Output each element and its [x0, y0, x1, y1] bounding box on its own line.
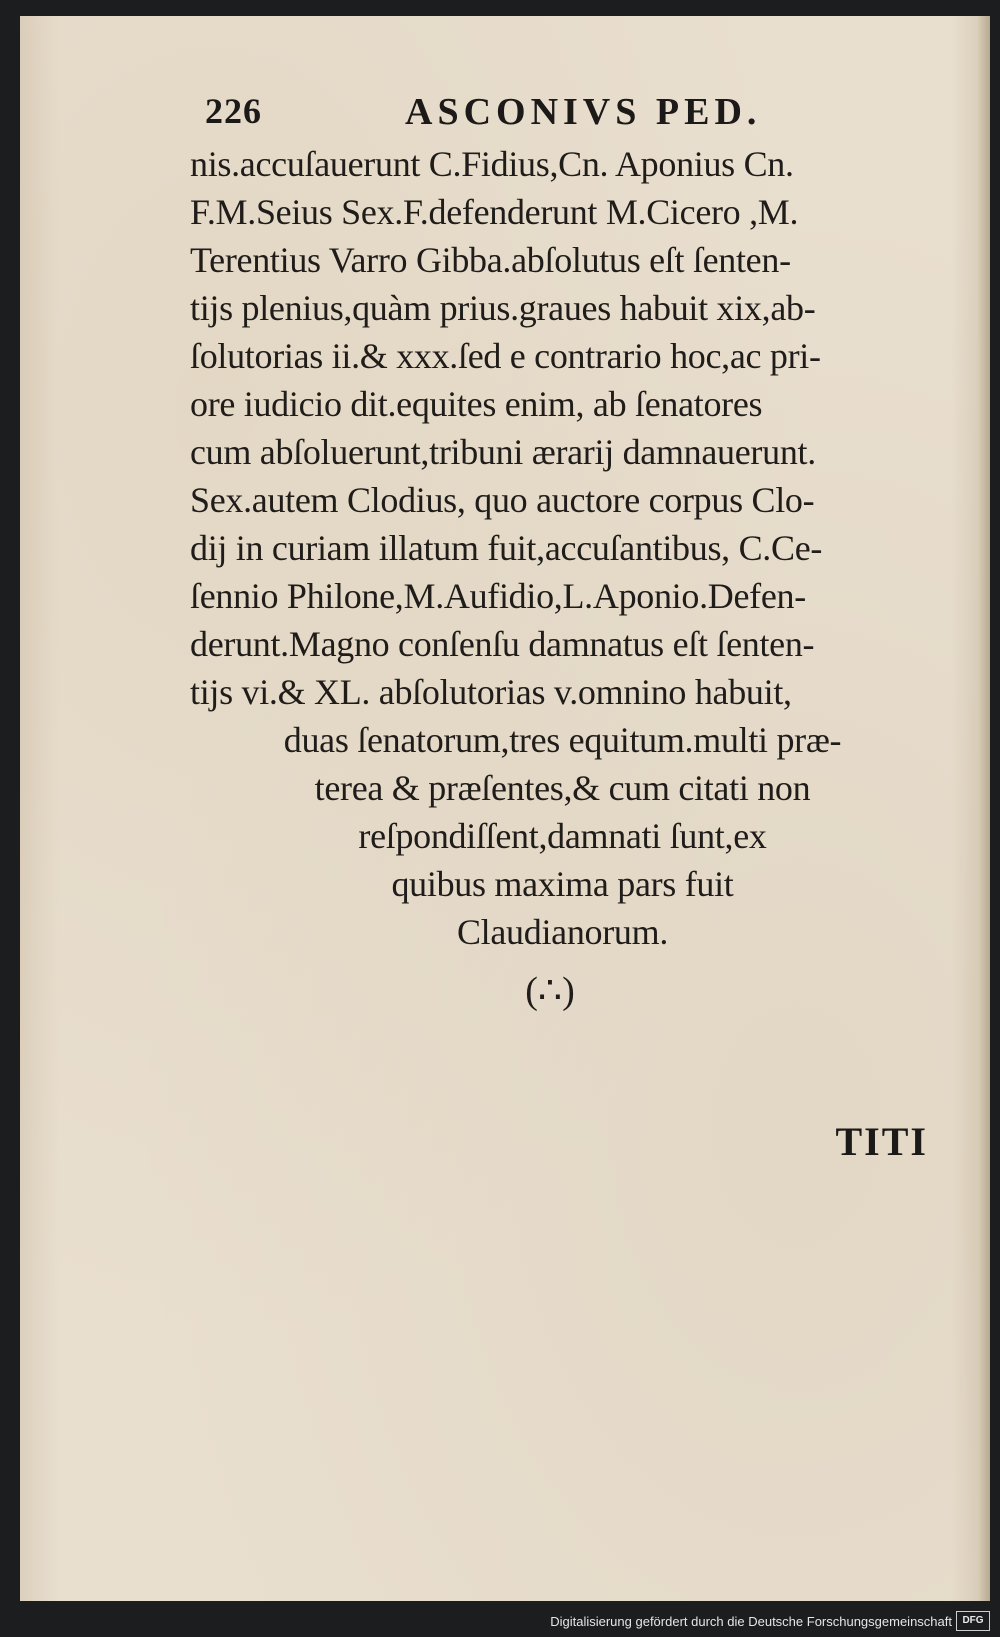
- ornament-mark: (∴): [525, 970, 575, 1012]
- text-line: dij in curiam illatum fuit,accuſantibus, C.Ce-: [190, 528, 823, 568]
- footer-bar: [0, 1601, 1000, 1637]
- text-line: F.M.Seius Sex.F.defenderunt M.Cicero ,M.: [190, 192, 799, 232]
- body-text: [190, 140, 935, 956]
- text-line: reſpondiſſent,damnati ſunt,ex: [358, 816, 767, 856]
- text-line: terea & præſentes,& cum citati non: [314, 768, 811, 808]
- catchword: TITI: [835, 1119, 928, 1164]
- dfg-logo-icon: DFG: [956, 1611, 990, 1631]
- text-line: tijs vi.& XL. abſolutorias v.omnino habuit,: [190, 672, 792, 712]
- page-edge: [978, 16, 990, 1601]
- running-title: ASCONIVS PED.: [405, 91, 762, 133]
- text-line: ſolutorias ii.& xxx.ſed e contrario hoc,ac pri-: [190, 336, 821, 376]
- text-line: Claudianorum.: [456, 912, 669, 952]
- text-line: duas ſenatorum,tres equitum.multi præ-: [283, 720, 842, 760]
- text-line: Terentius Varro Gibba.abſolutus eſt ſenten-: [190, 240, 791, 280]
- funding-credit: Digitalisierung gefördert durch die Deutsche Forschungsgemeinschaft: [550, 1614, 952, 1629]
- text-line: ore iudicio dit.equites enim, ab ſenatores: [190, 384, 763, 424]
- text-line: tijs plenius,quàm prius.graues habuit xix,ab-: [190, 288, 816, 328]
- text-line: quibus maxima pars fuit: [391, 864, 734, 904]
- text-line: nis.accuſauerunt C.Fidius,Cn. Aponius Cn.: [190, 144, 794, 184]
- text-line: ſennio Philone,M.Aufidio,L.Aponio.Defen-: [190, 576, 806, 616]
- text-line: cum abſoluerunt,tribuni ærarij damnauerunt.: [190, 432, 816, 472]
- text-line: Sex.autem Clodius, quo auctore corpus Clo-: [190, 480, 815, 520]
- text-line: derunt.Magno conſenſu damnatus eſt ſenten-: [190, 624, 815, 664]
- running-head: [205, 90, 905, 140]
- page-number: 226: [205, 91, 262, 131]
